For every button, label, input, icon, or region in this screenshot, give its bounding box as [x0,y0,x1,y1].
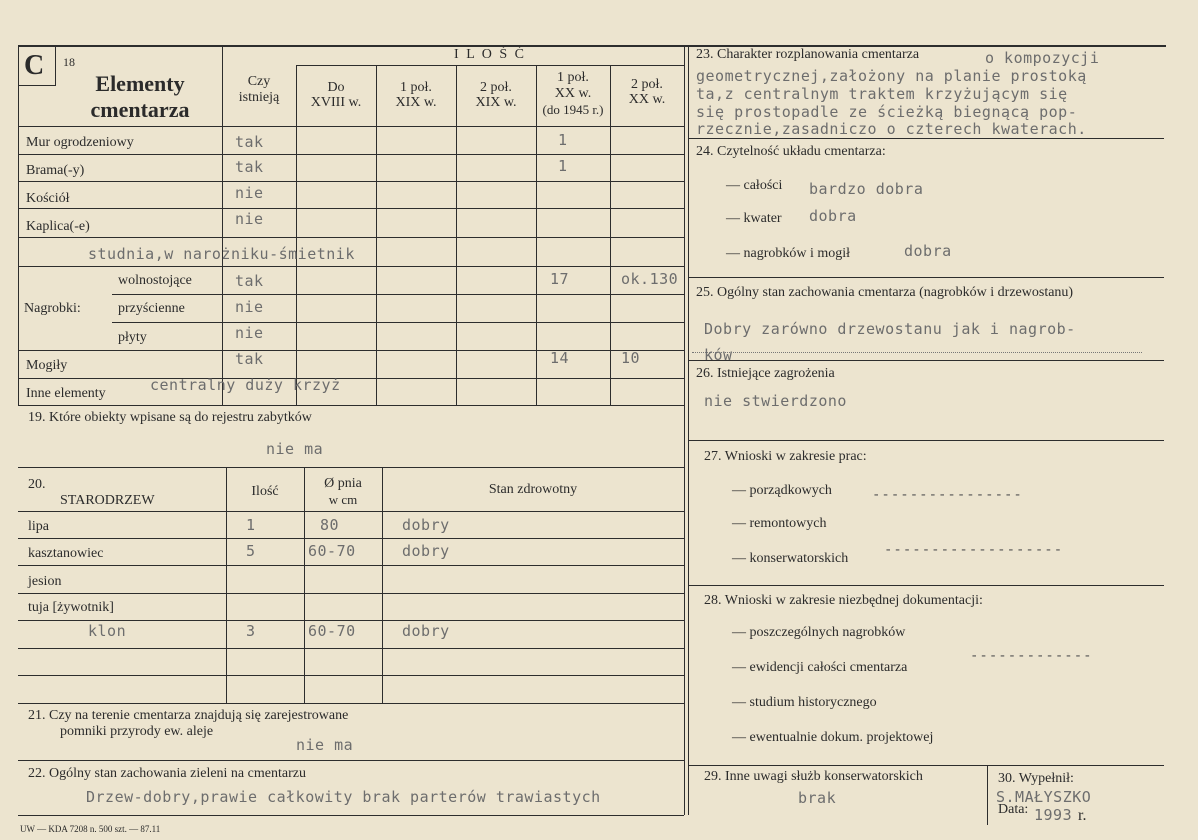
q20-col-pnia-2: w cm [328,492,358,507]
tree-name-0: lipa [28,519,49,534]
q27-item-1: — remontowych [732,516,827,531]
row-mogily-c5: 10 [621,349,641,367]
tree-name-3: tuja [żywotnik] [28,600,114,615]
row-mogily-czy: tak [235,350,264,368]
section-letter: C [24,50,45,81]
q30-data-suffix: r. [1078,807,1087,824]
col-header-2pol-xix-2: XIX w. [475,95,517,110]
col-czy-header-1: Czy [247,74,271,89]
col-header-1pol-xx-1: 1 poł. [557,70,589,85]
row-brama-label: Brama(-y) [26,163,85,178]
q20-label: STARODRZEW [60,493,155,508]
section-title-line1: Elementy [95,71,185,96]
q23-line-0: o kompozycji [985,49,1100,67]
col-header-do-xviii-2: XVIII w. [310,95,362,110]
q19-answer: nie ma [266,440,324,458]
tree-ilosc-4: 3 [246,622,256,640]
tree-ilosc-1: 5 [246,542,256,560]
q30-name: S.MAŁYSZKO [996,788,1092,806]
q21-line2: pomniki przyrody ew. aleje [60,724,214,739]
row-wolno-label: wolnostojące [118,273,192,288]
col-header-do-xviii-1: Do [327,80,345,95]
q21-line1: 21. Czy na terenie cmentarza znajdują się zarejestrowane [28,708,349,723]
q23-label: 23. Charakter rozplanowania cmentarza [696,47,920,62]
tree-stan-4: dobry [402,622,450,640]
tree-name-2: jesion [28,574,62,589]
tree-name-4: klon [88,622,127,640]
row-inne-text: centralny duży krzyż [150,376,341,394]
q28-item-1: — ewidencji całości cmentarza [732,660,908,675]
q22-label: 22. Ogólny stan zachowania zieleni na cmentarzu [28,766,306,781]
q24-kwater-label: — kwater [726,211,782,226]
row-mur-c4: 1 [558,131,568,149]
q25-line1: Dobry zarówno drzewostanu jak i nagrob- [704,320,1076,338]
col-header-1pol-xix-2: XIX w. [395,95,437,110]
col-header-1pol-xix-1: 1 poł. [400,80,432,95]
row-mur-czy: tak [235,133,264,151]
row-przys-czy: nie [235,298,264,316]
row-kosciol-label: Kościół [26,191,70,206]
ilosc-header: I L O Ś Ć [454,47,526,62]
row-mur-label: Mur ogrodzeniowy [26,135,134,150]
col-header-2pol-xx-2: XX w. [628,92,666,107]
q24-kwater-value: dobra [809,207,857,225]
row-wolno-c4: 17 [550,270,570,288]
row-studnia-text: studnia,w narożniku-śmietnik [88,245,355,263]
row-nagrobki-label: Nagrobki: [24,301,81,316]
q26-label: 26. Istniejące zagrożenia [696,366,835,381]
q29-answer: brak [798,789,837,807]
q28-item-0: — poszczególnych nagrobków [732,625,906,640]
row-plyty-label: płyty [118,330,147,345]
q20-col-ilosc: Ilość [251,484,279,499]
row-wolno-c5: ok.130 [621,270,679,288]
q26-answer: nie stwierdzono [704,392,847,410]
q21-answer: nie ma [296,736,354,754]
q19-label: 19. Które obiekty wpisane są do rejestru zabytków [28,410,312,425]
q30-label: 30. Wypełnił: [998,771,1074,786]
q23-line-4: rzecznie,zasadniczo o czterech kwaterach. [696,120,1087,138]
tree-stan-1: dobry [402,542,450,560]
q24-calosci-value: bardzo dobra [809,180,924,198]
row-przys-label: przyścienne [118,301,185,316]
tree-ilosc-0: 1 [246,516,256,534]
q24-nagrobkow-value: dobra [904,242,952,260]
row-brama-c4: 1 [558,157,568,175]
q27-dash-2: ------------------- [884,542,1064,558]
tree-name-1: kasztanowiec [28,546,104,561]
row-plyty-czy: nie [235,324,264,342]
q22-answer: Drzew-dobry,prawie całkowity brak parterów trawiastych [86,788,601,806]
row-kaplica-czy: nie [235,210,264,228]
q25-underline [692,352,1142,353]
q28-item-3: — ewentualnie dokum. projektowej [732,730,934,745]
col-header-2pol-xx-1: 2 poł. [631,77,663,92]
row-kosciol-czy: nie [235,184,264,202]
q23-line-2: ta,z centralnym traktem krzyżującym się [696,85,1068,103]
tree-pnia-1: 60-70 [308,542,356,560]
q28-dash: ------------- [970,648,1093,664]
q27-item-2: — konserwatorskich [732,551,849,566]
q25-label: 25. Ogólny stan zachowania cmentarza (nagrobków i drzewostanu) [696,285,1074,300]
tree-pnia-0: 80 [320,516,340,534]
col-czy-header-2: istnieją [238,90,280,105]
footer-print-info: UW — KDA 7208 n. 500 szt. — 87.11 [20,824,161,834]
q30-data-label: Data: [998,802,1029,817]
q24-label: 24. Czytelność układu cmentarza: [696,144,886,159]
col-header-1pol-xx-2: XX w. [554,86,592,101]
q28-label: 28. Wnioski w zakresie niezbędnej dokumentacji: [704,593,983,608]
q25-line2: ków [704,346,733,364]
q27-label: 27. Wnioski w zakresie prac: [704,449,867,464]
q27-item-0: — porządkowych [732,483,832,498]
section-number: 18 [63,55,75,69]
q29-label: 29. Inne uwagi służb konserwatorskich [704,769,923,784]
tree-stan-0: dobry [402,516,450,534]
col-header-1pol-xx-3: (do 1945 r.) [542,102,604,117]
q28-item-2: — studium historycznego [732,695,877,710]
q24-calosci-label: — całości [726,178,783,193]
q23-line-1: geometrycznej,założony na planie prostoką [696,67,1087,85]
q23-line-3: się prostopadle ze ścieżką biegnącą pop- [696,103,1078,121]
col-header-2pol-xix-1: 2 poł. [480,80,512,95]
row-mogily-c4: 14 [550,349,570,367]
q20-col-stan: Stan zdrowotny [488,482,578,497]
q20-col-pnia-1: Ø pnia [324,476,362,491]
tree-pnia-4: 60-70 [308,622,356,640]
q20-number: 20. [28,477,46,492]
row-inne-label: Inne elementy [26,386,106,401]
section-title-line2: cmentarza [90,97,190,122]
row-brama-czy: tak [235,158,264,176]
row-wolno-czy: tak [235,272,264,290]
row-kaplica-label: Kaplica(-e) [26,219,90,234]
row-mogily-label: Mogiły [26,358,68,373]
q27-dash-0: ---------------- [872,487,1023,503]
q24-nagrobkow-label: — nagrobków i mogił [726,246,851,261]
q30-data-value: 1993 [1034,806,1073,824]
